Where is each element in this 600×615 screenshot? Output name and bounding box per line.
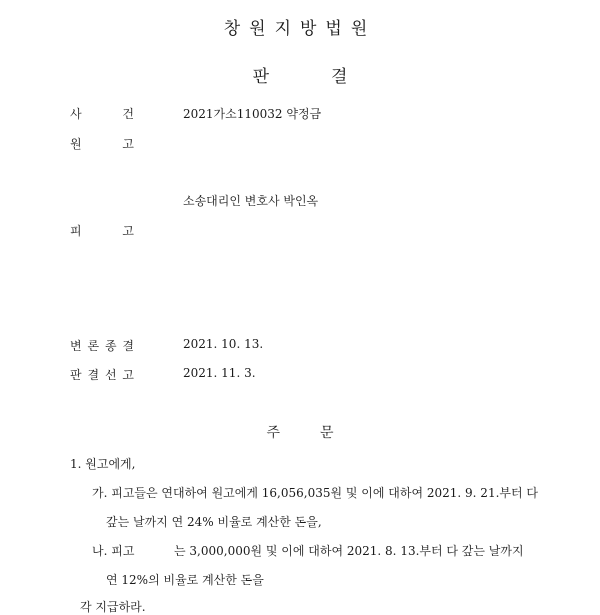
closing-argument-label-char: 변 bbox=[70, 339, 82, 353]
case-number: 2021가소110032 약정금 bbox=[183, 107, 322, 121]
closing-argument-label-char: 종 bbox=[104, 339, 117, 353]
plaintiff-label bbox=[70, 135, 134, 152]
closing-argument-label bbox=[70, 337, 134, 354]
case-label bbox=[70, 105, 134, 122]
document-title-char-1: 판 bbox=[252, 67, 269, 87]
order-item-1: 1. 원고에게, bbox=[70, 457, 136, 471]
plaintiff-counsel: 소송대리인 변호사 박인옥 bbox=[183, 194, 319, 208]
plaintiff-label-char: 원 bbox=[70, 137, 82, 151]
judgment-date: 2021. 11. 3. bbox=[183, 366, 256, 380]
plaintiff-label-char: 고 bbox=[122, 137, 134, 151]
order-item-na-prefix: 나. 피고 bbox=[92, 544, 135, 558]
order-section-heading bbox=[0, 422, 600, 442]
judgment-date-label-char: 결 bbox=[87, 368, 100, 382]
case-label-char: 건 bbox=[122, 107, 134, 121]
closing-argument-label-char: 론 bbox=[87, 339, 100, 353]
defendant-label-char: 피 bbox=[70, 224, 82, 238]
defendant-label-char: 고 bbox=[122, 224, 134, 238]
document-title-char-2: 결 bbox=[331, 67, 348, 87]
closing-argument-label-char: 결 bbox=[122, 339, 134, 353]
order-item-ga-line-1: 가. 피고들은 연대하여 원고에게 16,056,035원 및 이에 대하여 2021. 9. 21.부터 다 bbox=[92, 486, 538, 500]
order-item-na-line-2: 연 12%의 비율로 계산한 돈을 bbox=[106, 573, 264, 587]
judgment-date-label-char: 판 bbox=[70, 368, 82, 382]
judgment-date-label bbox=[70, 366, 134, 383]
closing-argument-date: 2021. 10. 13. bbox=[183, 337, 264, 351]
order-closing: 각 지급하라. bbox=[80, 600, 146, 614]
defendant-label bbox=[70, 222, 134, 239]
judgment-date-label-char: 고 bbox=[122, 368, 134, 382]
case-label-char: 사 bbox=[70, 107, 82, 121]
court-name: 창원지방법원 bbox=[223, 19, 377, 39]
order-item-na-line-1: 는 3,000,000원 및 이에 대하여 2021. 8. 13.부터 다 갚는 날까지 bbox=[174, 544, 524, 558]
document-title bbox=[0, 62, 600, 87]
order-item-ga-line-2: 갚는 날까지 연 24% 비율로 계산한 돈을, bbox=[106, 515, 322, 529]
order-heading-char: 주 bbox=[266, 425, 280, 441]
order-heading-char: 문 bbox=[320, 425, 334, 441]
judgment-date-label-char: 선 bbox=[104, 368, 117, 382]
